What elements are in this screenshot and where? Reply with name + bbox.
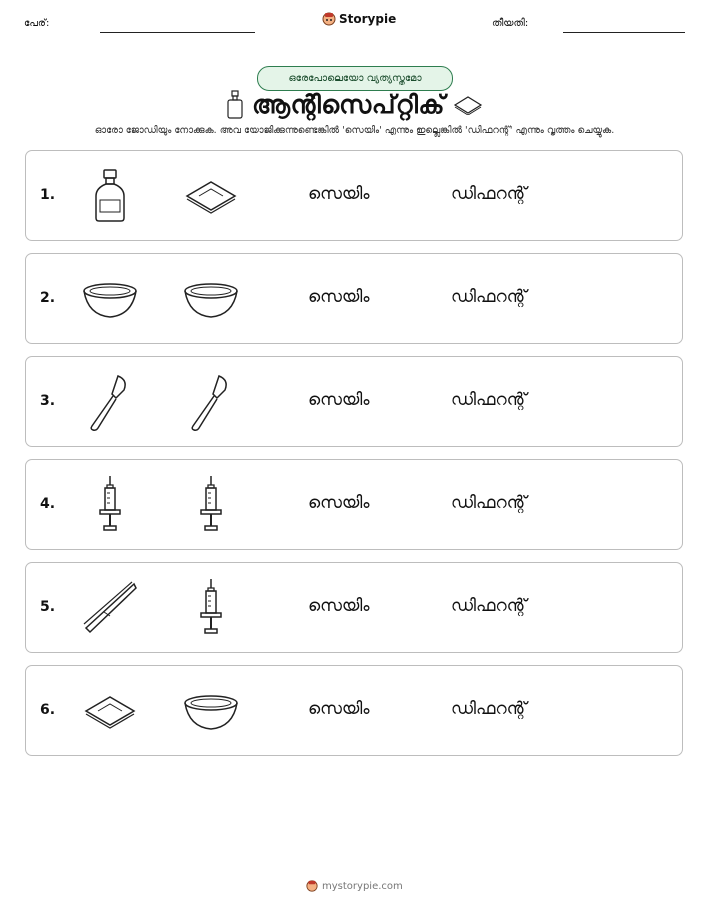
option-different[interactable]: ഡിഫറന്റ് <box>451 596 527 616</box>
option-different[interactable]: ഡിഫറന്റ് <box>451 699 527 719</box>
option-different[interactable]: ഡിഫറന്റ് <box>451 390 527 410</box>
date-label: തീയതി: <box>492 18 529 29</box>
storypie-mascot-icon <box>322 12 336 26</box>
bottle-icon <box>226 90 244 120</box>
footer <box>306 880 403 892</box>
footer-url: mystorypie.com <box>322 880 403 892</box>
instructions: ഓരോ ജോഡിയും നോക്കുക. അവ യോജിക്കുന്നുണ്ടെങ്കിൽ 'സെയിം' എന്നും ഇല്ലെങ്കിൽ 'ഡിഫറന്റ്' എന്നും വൃത്തം ചെയ്യുക. <box>94 125 615 136</box>
bowl-icon <box>80 269 140 329</box>
gauze-pad-icon <box>80 681 140 741</box>
question-row <box>25 459 683 550</box>
gauze-pad-icon <box>181 166 241 226</box>
question-row <box>25 562 683 653</box>
scalpel-icon <box>80 372 140 432</box>
syringe-icon <box>80 475 140 535</box>
storypie-mascot-icon <box>306 880 318 892</box>
option-same[interactable]: സെയിം <box>308 287 370 307</box>
question-number: 5. <box>40 599 56 615</box>
bowl-icon <box>181 681 241 741</box>
question-row <box>25 665 683 756</box>
title-row <box>0 90 709 120</box>
name-line[interactable] <box>100 32 255 33</box>
date-line[interactable] <box>563 32 685 33</box>
option-same[interactable]: സെയിം <box>308 699 370 719</box>
option-different[interactable]: ഡിഫറന്റ് <box>451 184 527 204</box>
option-different[interactable]: ഡിഫറന്റ് <box>451 287 527 307</box>
option-same[interactable]: സെയിം <box>308 493 370 513</box>
syringe-icon <box>181 578 241 638</box>
question-number: 6. <box>40 702 56 718</box>
brand-logo <box>322 12 396 26</box>
activity-badge: ഒരേപോലെയോ വ്യത്യസ്തമോ <box>257 66 453 91</box>
gauze-pad-icon <box>453 95 483 115</box>
brand-name: Storypie <box>339 12 397 26</box>
option-same[interactable]: സെയിം <box>308 390 370 410</box>
question-row <box>25 356 683 447</box>
option-same[interactable]: സെയിം <box>308 184 370 204</box>
name-label: പേര്: <box>24 18 50 29</box>
question-number: 3. <box>40 393 56 409</box>
question-number: 2. <box>40 290 56 306</box>
tweezers-icon <box>80 578 140 638</box>
question-number: 1. <box>40 187 56 203</box>
option-different[interactable]: ഡിഫറന്റ് <box>451 493 527 513</box>
question-number: 4. <box>40 496 56 512</box>
scalpel-icon <box>181 372 241 432</box>
bowl-icon <box>181 269 241 329</box>
page-title: ആന്റിസെപ്റ്റിക് <box>251 90 446 119</box>
option-same[interactable]: സെയിം <box>308 596 370 616</box>
question-row <box>25 253 683 344</box>
question-list <box>25 150 683 768</box>
question-row <box>25 150 683 241</box>
bottle-icon <box>80 166 140 226</box>
syringe-icon <box>181 475 241 535</box>
